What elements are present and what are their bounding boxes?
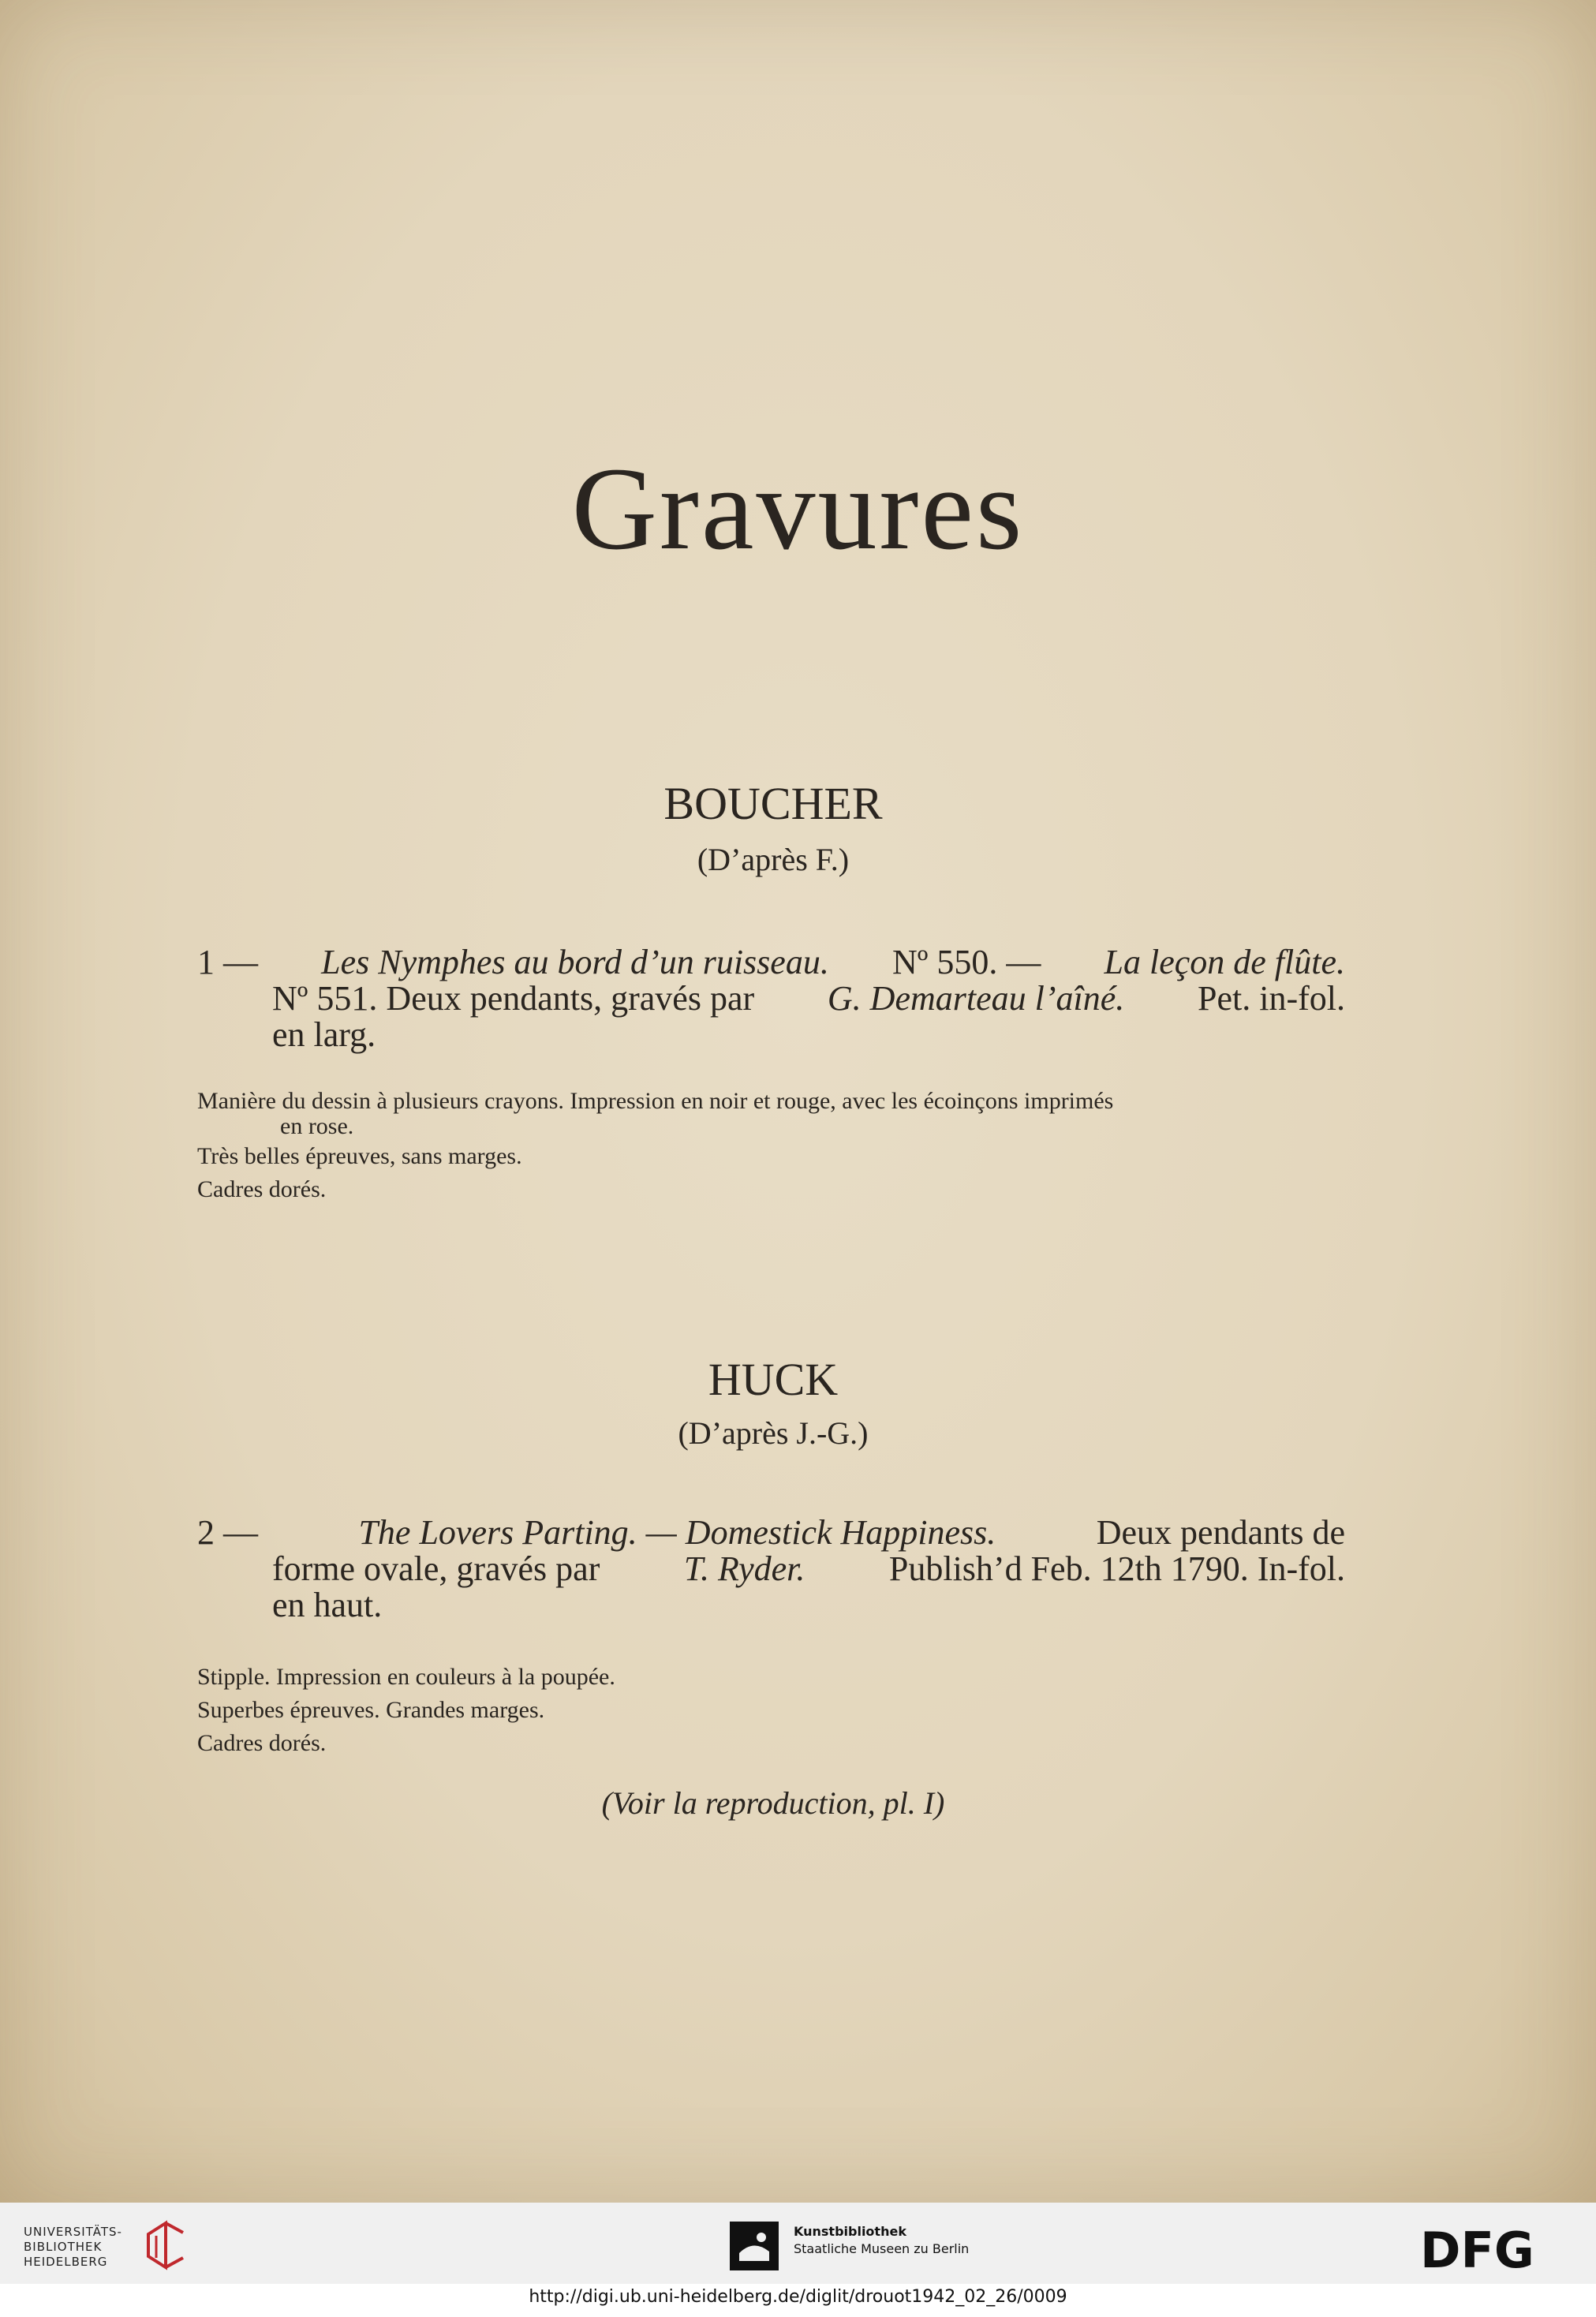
reproduction-reference: (Voir la reproduction, pl. I) (601, 1785, 945, 1821)
entry-text: en larg. (272, 1015, 376, 1054)
university-library-name (24, 2225, 122, 2270)
entry-text: en haut. (272, 1586, 383, 1624)
note-line: Cadres dorés. (197, 1730, 327, 1756)
entry-notes-2 (197, 1661, 1349, 1760)
note-line: en rose. (280, 1113, 354, 1139)
entry-line (197, 1515, 1345, 1551)
entry-italic-text: T. Ryder. (683, 1549, 805, 1588)
note-line: Manière du dessin à plusieurs crayons. Impression en noir et rouge, avec les écoinçons imprimés (197, 1088, 1114, 1114)
artist-subheading-huck: (D’après J.-G.) (678, 1415, 869, 1451)
kb-title: Kunstbibliothek (794, 2224, 906, 2239)
dfg-logo-text: DFG (1420, 2226, 1534, 2274)
uni-line-1: UNIVERSITÄTS- (24, 2225, 122, 2239)
entry-italic-text: La leçon de flûte. (1104, 943, 1345, 981)
note-line: Cadres dorés. (197, 1176, 327, 1202)
entry-text: forme ovale, gravés par (272, 1549, 609, 1588)
entry-text: 1 — (197, 943, 267, 981)
entry-text: Nº 550. — (883, 943, 1050, 981)
entry-line (197, 1551, 1345, 1587)
entry-text: Pet. in-fol. (1189, 979, 1345, 1018)
catalog-entry-2 (197, 1515, 1345, 1624)
page-title: Gravures (571, 443, 1025, 574)
kunstbibliothek-logo-icon (730, 2222, 779, 2270)
dfg-logo-icon (1420, 2226, 1578, 2274)
kunstbibliothek-name (794, 2223, 969, 2258)
note-line: Très belles épreuves, sans marges. (197, 1143, 522, 1169)
artist-subheading-boucher: (D’après F.) (697, 842, 850, 877)
entry-text: 2 — (197, 1513, 267, 1552)
kb-subtitle: Staatliche Museen zu Berlin (794, 2241, 970, 2256)
artist-heading-boucher: BOUCHER (663, 778, 883, 829)
entry-italic-text: The Lovers Parting. — Domestick Happiness. (358, 1513, 996, 1552)
entry-line (197, 944, 1345, 981)
note-line: Superbes épreuves. Grandes marges. (197, 1697, 545, 1723)
entry-text: Nº 551. Deux pendants, gravés par (272, 979, 764, 1018)
entry-italic-text: G. Demarteau l’aîné. (827, 979, 1125, 1018)
catalog-entry-1 (197, 944, 1345, 1053)
entry-notes-1 (197, 1085, 1349, 1206)
entry-line (197, 981, 1345, 1017)
entry-text: Deux pendants de (1087, 1513, 1345, 1552)
entry-text: Publish’d Feb. 12th 1790. In-fol. (880, 1549, 1345, 1588)
artist-heading-huck: HUCK (708, 1354, 839, 1405)
permalink-url[interactable]: http://digi.ub.uni-heidelberg.de/diglit/drouot1942_02_26/0009 (529, 2287, 1067, 2307)
digitization-footer (0, 2203, 1596, 2317)
entry-italic-text: Les Nymphes au bord d’un ruisseau. (321, 943, 829, 981)
entry-line (197, 1587, 1345, 1624)
uni-line-3: HEIDELBERG (24, 2255, 108, 2269)
university-logo-icon (142, 2218, 189, 2274)
note-line: Stipple. Impression en couleurs à la poupée. (197, 1664, 615, 1690)
uni-line-2: BIBLIOTHEK (24, 2240, 103, 2254)
entry-line (197, 1017, 1345, 1053)
